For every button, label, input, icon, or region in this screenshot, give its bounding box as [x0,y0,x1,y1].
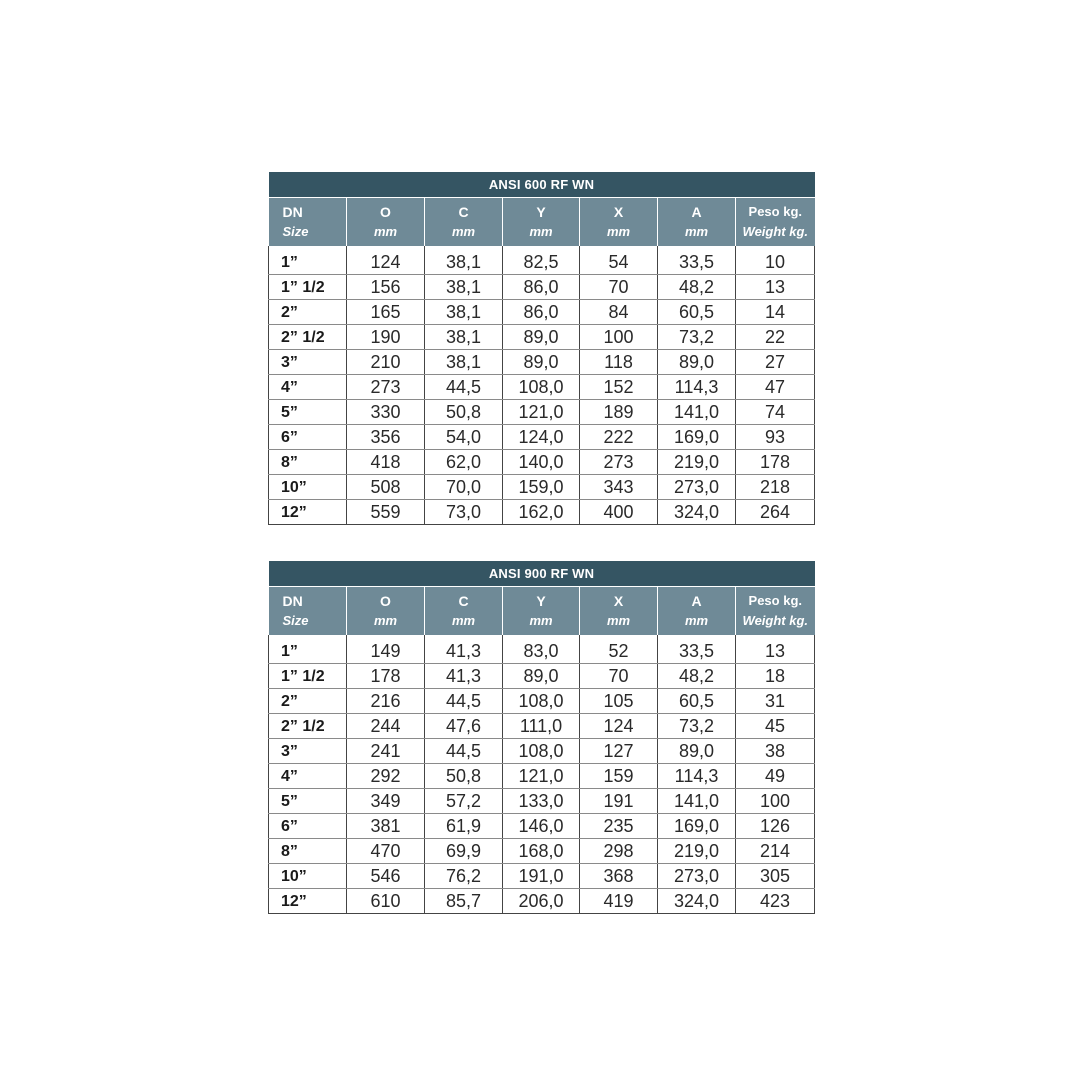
header-unit: Weight kg. [742,613,809,628]
c-cell: 38,1 [425,275,503,300]
x-cell: 235 [580,814,658,839]
o-cell: 349 [347,789,425,814]
weight-cell: 22 [736,325,815,350]
size-cell: 1” 1/2 [269,275,347,300]
x-cell: 191 [580,789,658,814]
header-unit: mm [451,224,476,239]
size-cell: 12” [269,889,347,914]
x-cell: 124 [580,714,658,739]
header-unit: mm [684,613,709,628]
weight-cell: 74 [736,400,815,425]
x-cell: 368 [580,864,658,889]
a-cell: 324,0 [658,500,736,525]
o-cell: 418 [347,450,425,475]
c-cell: 38,1 [425,250,503,275]
table-row [269,714,815,739]
column-header-row [269,198,815,247]
weight-cell: 13 [736,275,815,300]
a-header [658,587,736,636]
size-cell: 8” [269,839,347,864]
o-cell: 356 [347,425,425,450]
a-cell: 141,0 [658,789,736,814]
x-cell: 84 [580,300,658,325]
y-header [503,198,580,247]
a-cell: 48,2 [658,664,736,689]
y-cell: 206,0 [503,889,580,914]
c-cell: 69,9 [425,839,503,864]
size-cell: 3” [269,739,347,764]
y-cell: 159,0 [503,475,580,500]
size-cell: 2” 1/2 [269,325,347,350]
weight-cell: 31 [736,689,815,714]
c-cell: 41,3 [425,639,503,664]
a-header [658,198,736,247]
a-cell: 33,5 [658,250,736,275]
y-cell: 82,5 [503,250,580,275]
x-cell: 273 [580,450,658,475]
size-cell: 3” [269,350,347,375]
x-header [580,587,658,636]
o-cell: 149 [347,639,425,664]
y-cell: 124,0 [503,425,580,450]
o-header [347,198,425,247]
header-label: DN [282,204,303,220]
a-cell: 219,0 [658,450,736,475]
o-cell: 330 [347,400,425,425]
header-unit: mm [373,613,398,628]
y-cell: 83,0 [503,639,580,664]
table-row [269,639,815,664]
ansi-600-table [268,172,815,525]
size-cell: 6” [269,814,347,839]
table-row [269,400,815,425]
o-cell: 216 [347,689,425,714]
a-cell: 114,3 [658,764,736,789]
header-label: O [380,593,391,609]
size-cell: 1” [269,250,347,275]
o-cell: 381 [347,814,425,839]
header-label: X [613,593,624,609]
weight-cell: 126 [736,814,815,839]
size-cell: 1” 1/2 [269,664,347,689]
o-cell: 244 [347,714,425,739]
table-row [269,375,815,400]
c-cell: 38,1 [425,325,503,350]
c-cell: 44,5 [425,375,503,400]
table-row [269,275,815,300]
x-cell: 152 [580,375,658,400]
weight-cell: 38 [736,739,815,764]
table-row [269,350,815,375]
o-cell: 273 [347,375,425,400]
weight-cell: 264 [736,500,815,525]
c-cell: 44,5 [425,689,503,714]
x-cell: 105 [580,689,658,714]
c-cell: 73,0 [425,500,503,525]
ansi-900-table [268,561,815,914]
size-cell: 12” [269,500,347,525]
size-cell: 1” [269,639,347,664]
x-cell: 118 [580,350,658,375]
header-unit: Size [282,613,309,628]
header-label: DN [282,593,303,609]
weight-cell: 47 [736,375,815,400]
c-cell: 44,5 [425,739,503,764]
y-cell: 121,0 [503,764,580,789]
weight-cell: 100 [736,789,815,814]
a-cell: 273,0 [658,475,736,500]
y-cell: 111,0 [503,714,580,739]
x-cell: 419 [580,889,658,914]
column-header-row [269,587,815,636]
table-row [269,814,815,839]
x-cell: 298 [580,839,658,864]
size-cell: 2” [269,689,347,714]
table-row [269,325,815,350]
header-label: A [691,593,702,609]
table-row [269,425,815,450]
a-cell: 273,0 [658,864,736,889]
x-header [580,198,658,247]
table-row [269,250,815,275]
c-cell: 70,0 [425,475,503,500]
y-cell: 162,0 [503,500,580,525]
table-row [269,300,815,325]
x-cell: 70 [580,275,658,300]
table-row [269,764,815,789]
y-cell: 89,0 [503,664,580,689]
size-cell: 5” [269,400,347,425]
o-cell: 559 [347,500,425,525]
dn-size-header [269,587,347,636]
header-unit: Weight kg. [742,224,809,239]
a-cell: 48,2 [658,275,736,300]
o-cell: 546 [347,864,425,889]
size-cell: 2” 1/2 [269,714,347,739]
x-cell: 127 [580,739,658,764]
o-cell: 156 [347,275,425,300]
a-cell: 169,0 [658,814,736,839]
x-cell: 70 [580,664,658,689]
header-label: C [458,593,469,609]
y-cell: 146,0 [503,814,580,839]
a-cell: 89,0 [658,350,736,375]
size-cell: 5” [269,789,347,814]
header-label: Y [536,204,546,220]
size-cell: 10” [269,864,347,889]
table-row [269,839,815,864]
y-cell: 89,0 [503,350,580,375]
table-row [269,739,815,764]
x-cell: 400 [580,500,658,525]
a-cell: 73,2 [658,325,736,350]
x-cell: 189 [580,400,658,425]
x-cell: 222 [580,425,658,450]
weight-cell: 18 [736,664,815,689]
table-row [269,500,815,525]
o-cell: 470 [347,839,425,864]
a-cell: 324,0 [658,889,736,914]
weight-cell: 27 [736,350,815,375]
header-unit: mm [606,224,631,239]
x-cell: 52 [580,639,658,664]
weight-header [736,198,815,247]
c-cell: 47,6 [425,714,503,739]
o-cell: 190 [347,325,425,350]
table-row [269,689,815,714]
a-cell: 114,3 [658,375,736,400]
weight-cell: 45 [736,714,815,739]
header-unit: mm [529,613,553,628]
y-cell: 140,0 [503,450,580,475]
y-cell: 191,0 [503,864,580,889]
o-cell: 610 [347,889,425,914]
c-cell: 62,0 [425,450,503,475]
a-cell: 219,0 [658,839,736,864]
a-cell: 33,5 [658,639,736,664]
table-row [269,889,815,914]
weight-cell: 214 [736,839,815,864]
y-cell: 108,0 [503,739,580,764]
size-cell: 10” [269,475,347,500]
header-label: X [613,204,624,220]
a-cell: 141,0 [658,400,736,425]
o-cell: 508 [347,475,425,500]
c-cell: 41,3 [425,664,503,689]
c-cell: 61,9 [425,814,503,839]
c-cell: 54,0 [425,425,503,450]
o-cell: 124 [347,250,425,275]
dn-size-header [269,198,347,247]
x-cell: 100 [580,325,658,350]
c-cell: 38,1 [425,350,503,375]
weight-cell: 93 [736,425,815,450]
y-cell: 121,0 [503,400,580,425]
x-cell: 54 [580,250,658,275]
table-title: ANSI 600 RF WN [269,172,815,198]
table-row [269,864,815,889]
header-label: Peso kg. [748,593,802,608]
table-title: ANSI 900 RF WN [269,561,815,587]
table-row [269,789,815,814]
size-cell: 8” [269,450,347,475]
header-label: A [691,204,702,220]
header-unit: mm [451,613,476,628]
weight-cell: 423 [736,889,815,914]
y-cell: 86,0 [503,300,580,325]
weight-cell: 13 [736,639,815,664]
header-label: C [458,204,469,220]
a-cell: 60,5 [658,300,736,325]
header-unit: Size [282,224,309,239]
x-cell: 159 [580,764,658,789]
y-cell: 86,0 [503,275,580,300]
size-cell: 4” [269,764,347,789]
a-cell: 89,0 [658,739,736,764]
o-cell: 165 [347,300,425,325]
c-header [425,198,503,247]
a-cell: 169,0 [658,425,736,450]
weight-header [736,587,815,636]
a-cell: 60,5 [658,689,736,714]
y-cell: 108,0 [503,375,580,400]
o-cell: 241 [347,739,425,764]
o-cell: 292 [347,764,425,789]
y-cell: 89,0 [503,325,580,350]
a-cell: 73,2 [658,714,736,739]
size-cell: 2” [269,300,347,325]
header-label: Peso kg. [748,204,802,219]
o-cell: 178 [347,664,425,689]
table-row [269,664,815,689]
x-cell: 343 [580,475,658,500]
c-cell: 57,2 [425,789,503,814]
table-row [269,475,815,500]
size-cell: 6” [269,425,347,450]
c-cell: 85,7 [425,889,503,914]
weight-cell: 305 [736,864,815,889]
c-cell: 50,8 [425,764,503,789]
weight-cell: 14 [736,300,815,325]
c-header [425,587,503,636]
header-unit: mm [529,224,553,239]
y-cell: 168,0 [503,839,580,864]
weight-cell: 218 [736,475,815,500]
c-cell: 76,2 [425,864,503,889]
y-cell: 108,0 [503,689,580,714]
o-header [347,587,425,636]
c-cell: 50,8 [425,400,503,425]
header-unit: mm [373,224,398,239]
weight-cell: 178 [736,450,815,475]
y-cell: 133,0 [503,789,580,814]
y-header [503,587,580,636]
table-row [269,450,815,475]
c-cell: 38,1 [425,300,503,325]
o-cell: 210 [347,350,425,375]
weight-cell: 10 [736,250,815,275]
header-label: O [380,204,391,220]
weight-cell: 49 [736,764,815,789]
header-unit: mm [684,224,709,239]
header-label: Y [536,593,546,609]
size-cell: 4” [269,375,347,400]
header-unit: mm [606,613,631,628]
